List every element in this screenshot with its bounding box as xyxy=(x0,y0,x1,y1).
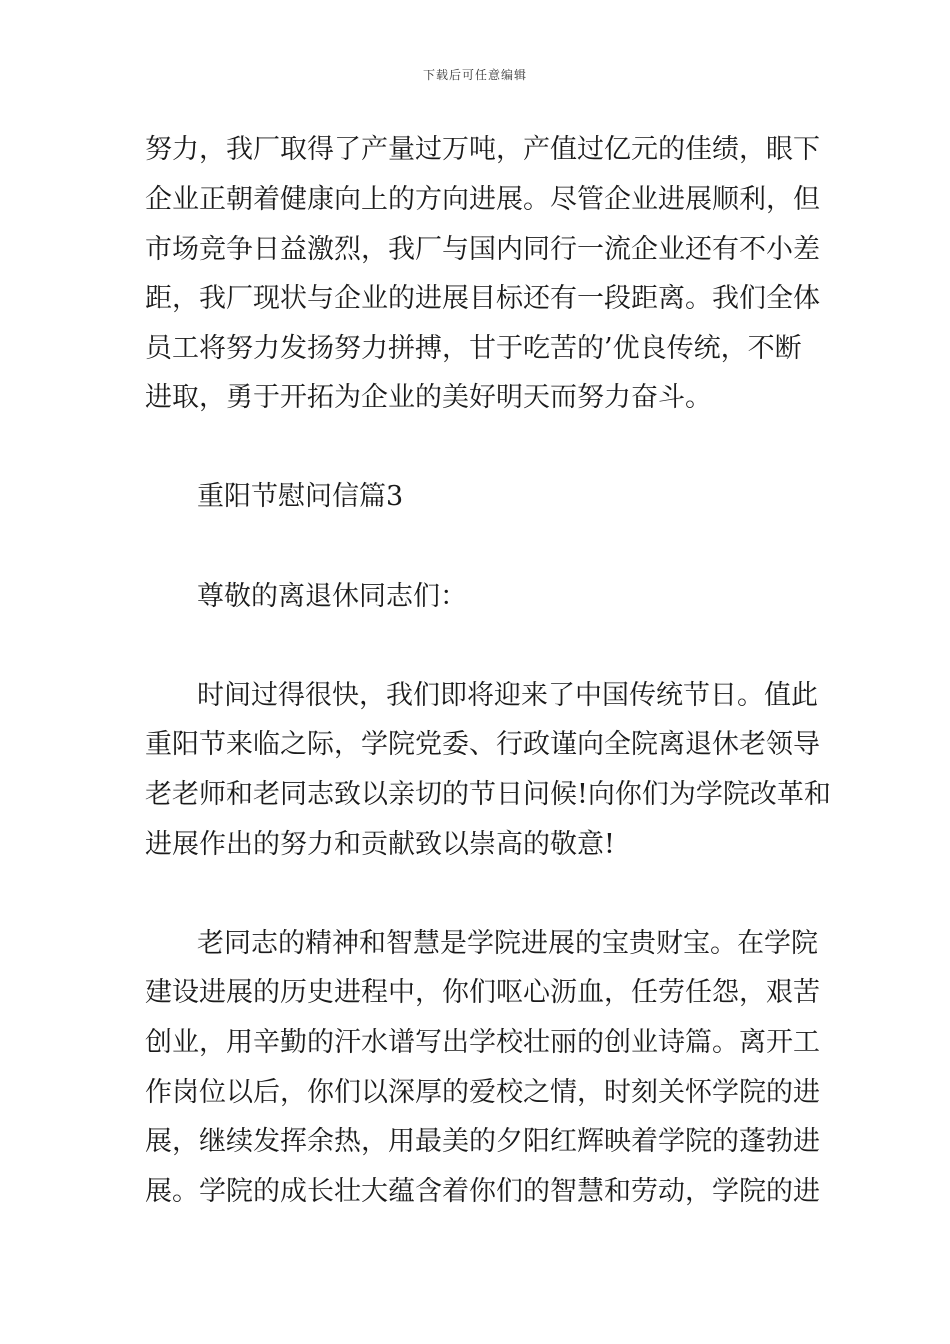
text-line: 创业，用辛勤的汗水谱写出学校壮丽的创业诗篇。离开工 xyxy=(145,1027,820,1058)
text-line: 员工将努力发扬努力拼搏，甘于吃苦的’优良传统，不断 xyxy=(145,333,802,364)
text-line: 建设进展的历史进程中，你们呕心沥血，任劳任怨，艰苦 xyxy=(145,977,820,1008)
text-line: 老同志的精神和智慧是学院进展的宝贵财宝。在学院 xyxy=(197,928,818,959)
text-line: 进取，勇于开拓为企业的美好明天而努力奋斗。 xyxy=(145,382,712,413)
text-line: 时间过得很快，我们即将迎来了中国传统节日。值此 xyxy=(197,680,818,711)
text-line: 市场竞争日益激烈，我厂与国内同行一流企业还有不小差 xyxy=(145,234,820,265)
section-title: 重阳节慰问信篇3 xyxy=(197,481,404,512)
text-line: 距，我厂现状与企业的进展目标还有一段距离。我们全体 xyxy=(145,283,820,314)
text-line: 进展作出的努力和贡献致以崇高的敬意! xyxy=(145,829,615,860)
text-line: 老老师和老同志致以亲切的节日问候!向你们为学院改革和 xyxy=(145,779,831,810)
text-line: 展。学院的成长壮大蕴含着你们的智慧和劳动，学院的进 xyxy=(145,1176,820,1207)
salutation: 尊敬的离退休同志们： xyxy=(197,581,467,612)
text-line: 重阳节来临之际，学院党委、行政谨向全院离退休老领导 xyxy=(145,729,820,760)
text-line: 作岗位以后，你们以深厚的爱校之情，时刻关怀学院的进 xyxy=(145,1077,820,1108)
text-line: 努力，我厂取得了产量过万吨，产值过亿元的佳绩，眼下 xyxy=(145,134,820,165)
text-line: 企业正朝着健康向上的方向进展。尽管企业进展顺利，但 xyxy=(145,184,820,215)
text-line: 展，继续发挥余热，用最美的夕阳红辉映着学院的蓬勃进 xyxy=(145,1126,820,1157)
page-header: 下载后可任意编辑 xyxy=(422,68,527,82)
